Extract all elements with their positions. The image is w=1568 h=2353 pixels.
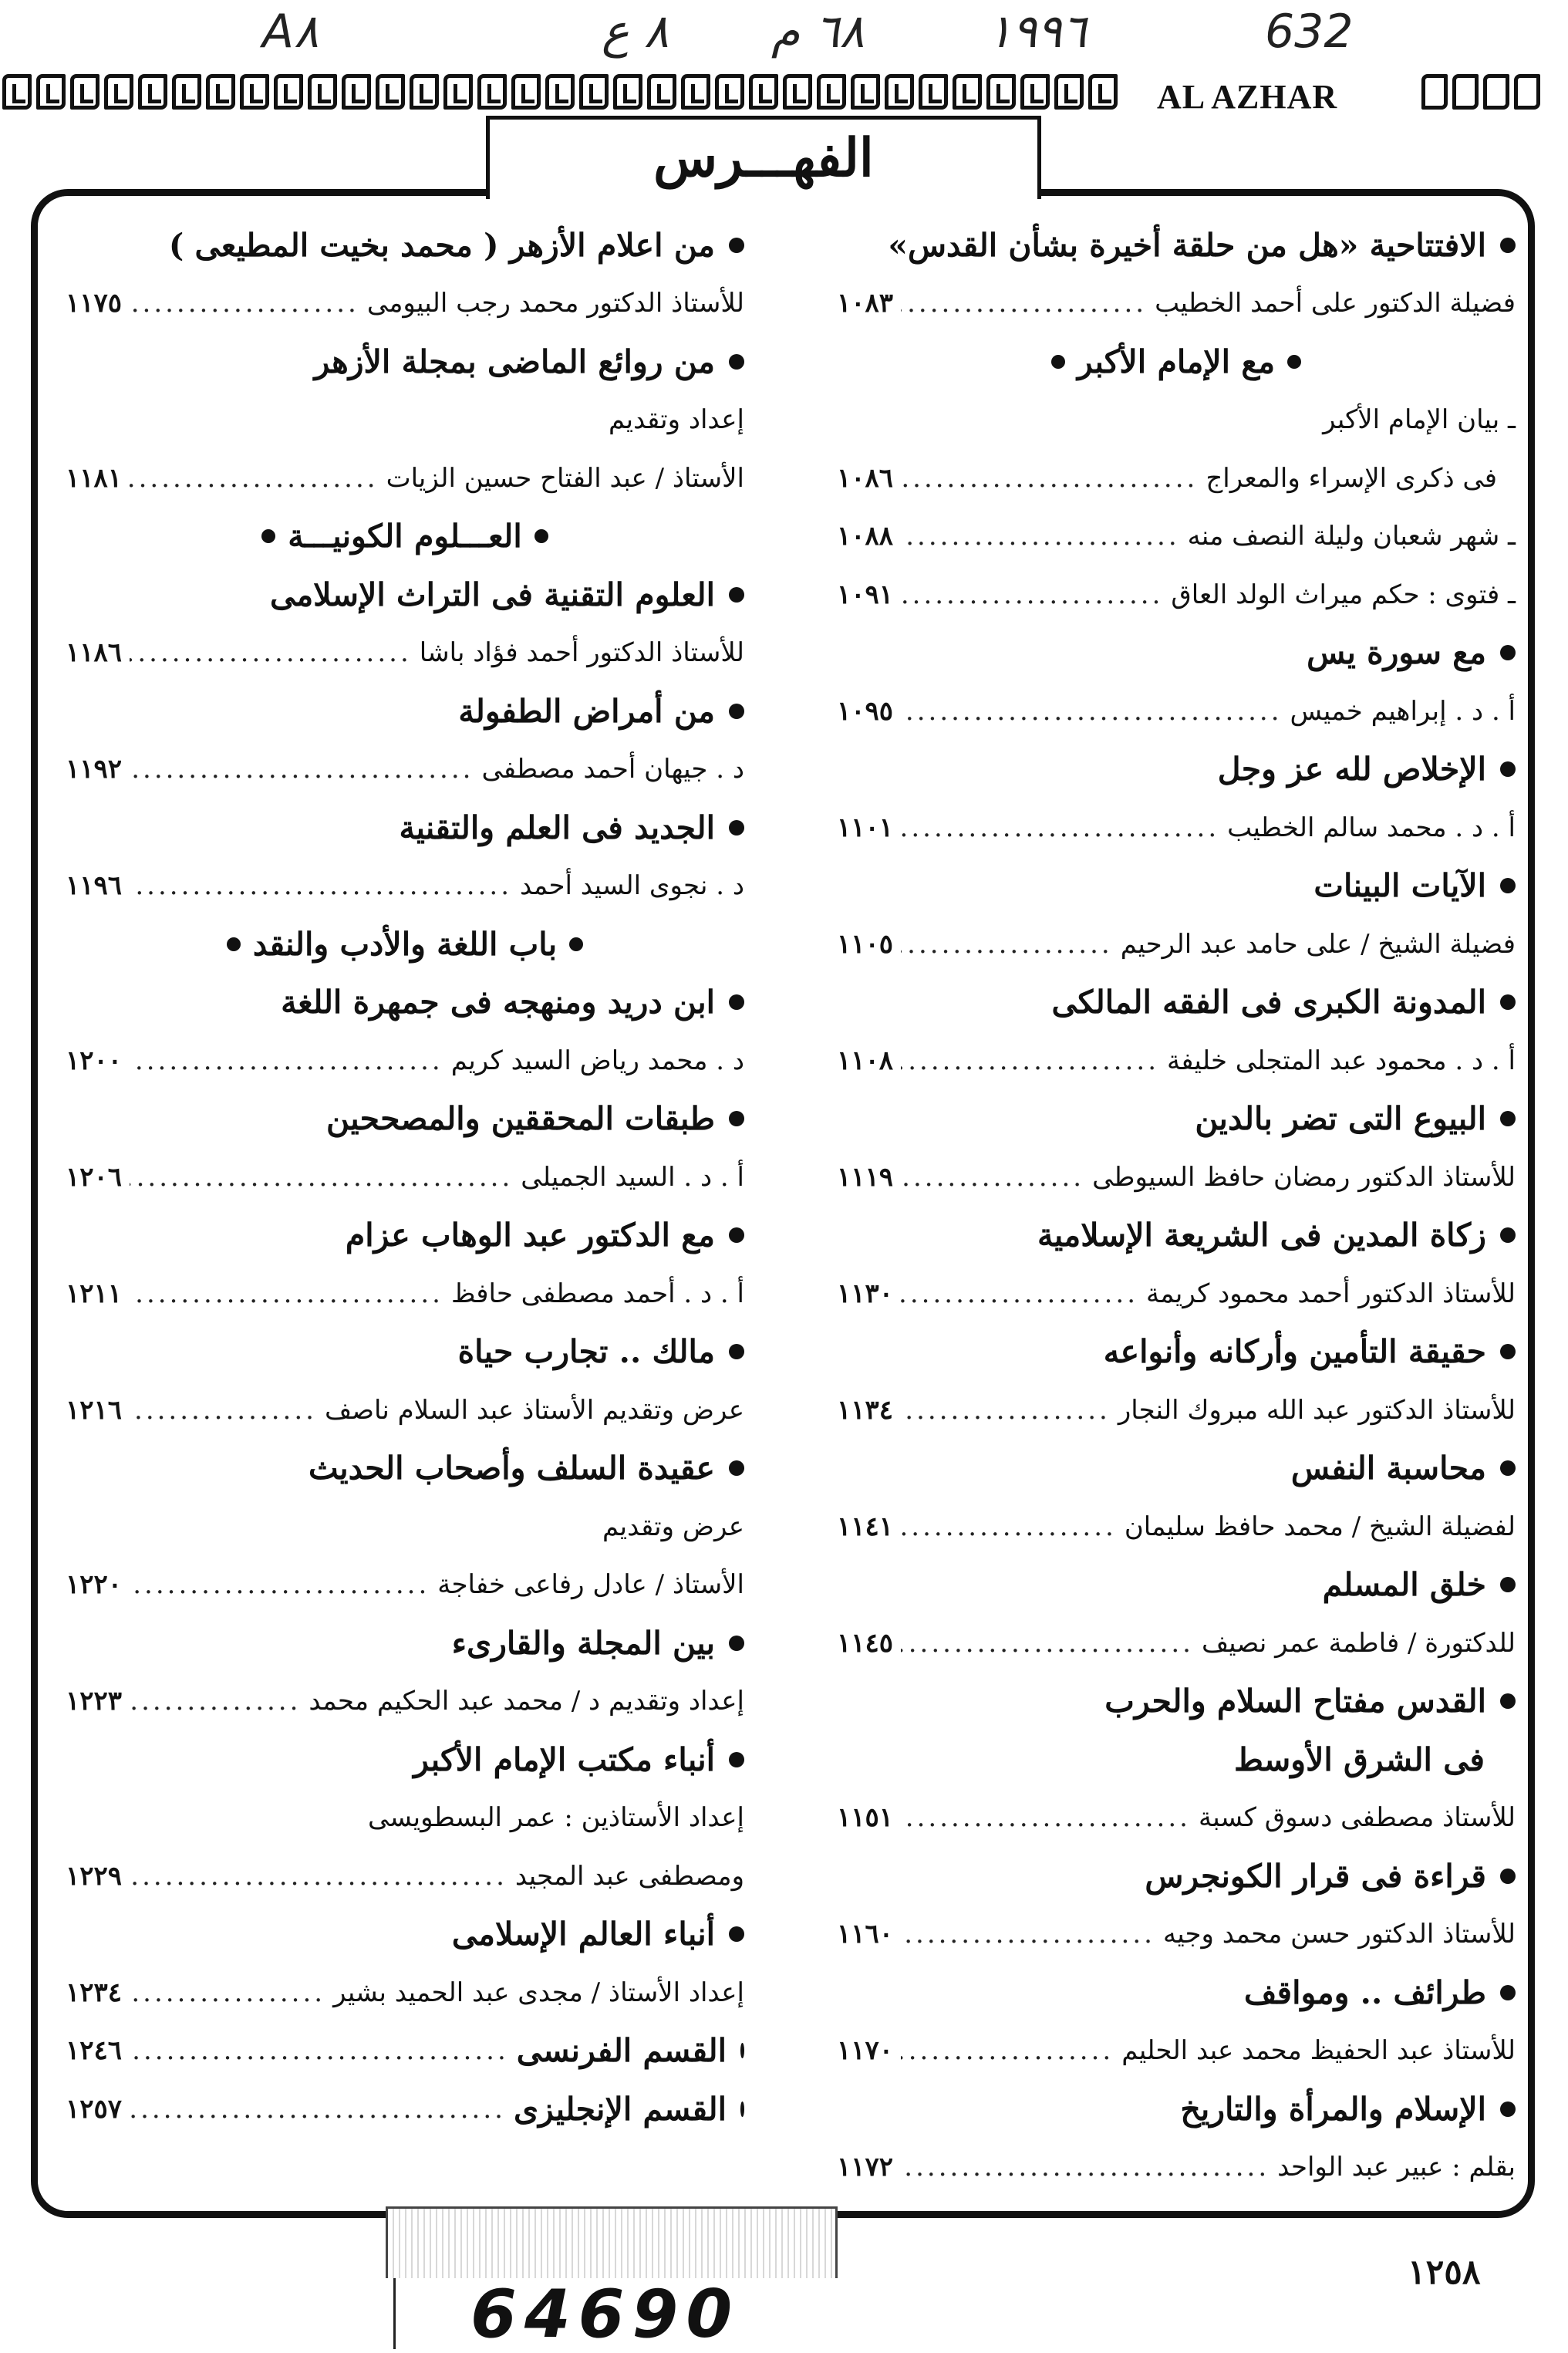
page-ref: ١٠٩٥ — [837, 695, 894, 727]
bullet-icon — [729, 704, 744, 719]
toc-entry-subline — [837, 391, 1516, 450]
toc-entry-title — [837, 1207, 1516, 1265]
ornament-glyph — [172, 74, 201, 110]
toc-entry-title — [66, 974, 744, 1032]
entry-title-text: أنباء مكتب الإمام الأكبر — [413, 1740, 715, 1778]
toc-entry-author — [837, 1031, 1516, 1090]
toc-entry-author — [837, 2139, 1516, 2197]
page-ref: ١٢١١ — [66, 1278, 123, 1309]
toc-entry-author — [66, 741, 744, 799]
subline-text: ـ بيان الإمام الأكبر — [1323, 404, 1516, 436]
toc-entry-author — [837, 565, 1516, 624]
entry-title-text: المدونة الكبرى فى الفقه المالكى — [1051, 984, 1486, 1021]
toc-entry-author — [837, 275, 1516, 333]
toc-entry-title — [837, 216, 1516, 275]
dot-leader — [130, 288, 359, 319]
page-ref: ١١٩٦ — [66, 870, 123, 902]
author-name: أ . د . أحمد مصطفى حافظ — [450, 1278, 744, 1309]
bullet-icon — [1051, 355, 1065, 369]
page-ref: ١١٤٥ — [837, 1627, 894, 1659]
page-ref: ١١٧٠ — [837, 2035, 894, 2067]
author-name: أ . د . محمود عبد المتجلى خليفة — [1167, 1045, 1516, 1076]
dot-leader — [130, 1162, 513, 1193]
toc-section-heading — [837, 333, 1516, 391]
ornament-glyph — [647, 74, 676, 110]
section-heading-text: العـــلوم الكونيـــة — [288, 518, 522, 555]
ornament-glyph — [1088, 74, 1118, 110]
toc-entry-title — [66, 1730, 744, 1789]
section-heading-text: باب اللغة والأدب والنقد — [252, 925, 558, 963]
ornament-glyph — [749, 74, 778, 110]
entry-title-text: حقيقة التأمين وأركانه وأنواعه — [1103, 1333, 1486, 1371]
entry-title-text: من روائع الماضى بمجلة الأزهر — [314, 343, 715, 380]
subline-text: عرض وتقديم — [602, 1511, 744, 1542]
handwritten-note-3: ٦٨ م — [771, 5, 865, 59]
toc-entry-title — [837, 1556, 1516, 1615]
entry-title-text: قراءة فى قرار الكونجرس — [1145, 1857, 1486, 1895]
toc-entry-author — [837, 449, 1516, 508]
toc-entry-author — [66, 1847, 744, 1906]
author-name: للأستاذ الدكتور أحمد فؤاد باشا — [419, 637, 744, 669]
author-name: للأستاذ عبد الحفيظ محمد عبد الحليم — [1121, 2035, 1516, 2067]
author-name: بقلم : عبير عبد الواحد — [1277, 2152, 1516, 2183]
dot-leader — [901, 1802, 1191, 1833]
toc-entry-author — [837, 1906, 1516, 1964]
page-ref: ١١٠٨ — [837, 1045, 894, 1076]
toc-entry-title — [66, 682, 744, 741]
toc-entry-title — [837, 1963, 1516, 2022]
entry-title-text: مالك .. تجارب حياة — [457, 1333, 715, 1371]
dot-leader — [130, 754, 474, 785]
bullet-icon — [729, 994, 744, 1010]
ornament-glyph — [274, 74, 303, 110]
ornament-glyph — [885, 74, 914, 110]
dot-leader — [901, 1045, 1159, 1076]
author-name: ـ فتوى : حكم ميراث الولد العاق — [1171, 579, 1516, 610]
page-number: ١٢٥٨ — [1408, 2253, 1481, 2292]
bullet-icon — [227, 937, 241, 951]
dot-leader — [130, 2094, 506, 2125]
library-stamp — [386, 2206, 838, 2278]
page-ref: ١١٠١ — [837, 812, 894, 843]
author-name: أ . د . إبراهيم خميس — [1290, 695, 1516, 727]
magazine-brand: AL AZHAR — [1157, 78, 1338, 116]
ornament-glyph — [986, 74, 1016, 110]
bullet-icon — [729, 1636, 744, 1651]
ornament-glyph — [511, 74, 541, 110]
page-ref: ١٢٢٠ — [66, 1569, 123, 1601]
author-name: ـ شهر شعبان وليلة النصف منه — [1187, 521, 1516, 552]
dot-leader — [901, 696, 1283, 727]
author-name: فى ذكرى الإسراء والمعراج — [1206, 462, 1497, 494]
toc-section-heading — [66, 508, 744, 566]
bullet-icon — [1500, 645, 1516, 660]
bullet-icon — [729, 1111, 744, 1126]
toc-entry-author — [837, 1148, 1516, 1207]
ornament-glyph — [953, 74, 982, 110]
toc-entry-title — [66, 216, 744, 275]
entry-title-text: البيوع التى تضر بالدين — [1195, 1100, 1486, 1138]
ornament-glyph — [613, 74, 642, 110]
author-name: عرض وتقديم الأستاذ عبد السلام ناصف — [324, 1394, 744, 1426]
ornament-glyph — [342, 74, 371, 110]
ornament-glyph — [681, 74, 710, 110]
ornament-glyph — [783, 74, 812, 110]
dot-leader — [130, 1569, 430, 1600]
toc-entry-author — [66, 857, 744, 916]
toc-entry-title — [66, 1906, 744, 1964]
toc-entry-title — [66, 1440, 744, 1498]
toc-entry-title — [837, 2080, 1516, 2139]
bullet-icon — [534, 529, 548, 543]
dot-leader — [130, 1977, 325, 2008]
dot-leader — [130, 1045, 443, 1076]
author-name: للأستاذ الدكتور رمضان حافظ السيوطى — [1092, 1161, 1516, 1193]
entry-title-text: الجديد فى العلم والتقنية — [399, 809, 715, 846]
bullet-icon — [1500, 1985, 1516, 2000]
toc-entry-title-with-page — [66, 2022, 744, 2081]
page-ref: ١٢٠٠ — [66, 1045, 123, 1076]
page-ref: ١١٤١ — [837, 1511, 894, 1542]
entry-title-text: خلق المسلم — [1322, 1566, 1486, 1604]
page-ref: ١١٣٤ — [837, 1394, 894, 1426]
dot-leader — [901, 929, 1113, 960]
entry-title-text: القسم الفرنسى — [516, 2032, 727, 2070]
dot-leader — [130, 463, 379, 494]
ornament-band — [0, 69, 1134, 116]
ornament-glyph — [817, 74, 846, 110]
page-ref: ١٢١٦ — [66, 1394, 123, 1426]
entry-title-text: مع الدكتور عبد الوهاب عزام — [345, 1217, 715, 1254]
bullet-icon — [729, 1752, 744, 1767]
dot-leader — [901, 1511, 1117, 1542]
author-name: إعداد الأستاذ / مجدى عبد الحميد بشير — [333, 1977, 744, 2008]
ornament-glyph — [410, 74, 439, 110]
toc-entry-author — [837, 1497, 1516, 1556]
dot-leader — [130, 1686, 301, 1717]
ornament-glyph — [1483, 74, 1509, 110]
bullet-icon — [729, 587, 744, 603]
toc-entry-title — [837, 1847, 1516, 1906]
toc-entry-title — [66, 1207, 744, 1265]
page-ref: ١٠٨٦ — [837, 462, 894, 494]
toc-entry-author — [837, 1381, 1516, 1440]
bullet-icon — [569, 937, 583, 951]
author-name: للدكتورة / فاطمة عمر نصيف — [1201, 1627, 1516, 1659]
handwritten-note-5: 632 — [1265, 5, 1354, 59]
bullet-icon — [1500, 1227, 1516, 1243]
page-ref: ١٢٠٦ — [66, 1161, 123, 1193]
toc-entry-author — [66, 1963, 744, 2022]
page-ref: ١٠٨٣ — [837, 288, 894, 319]
ornament-glyph — [240, 74, 269, 110]
dot-leader — [901, 2152, 1270, 2183]
toc-entry-author — [66, 1148, 744, 1207]
entry-title-text: الافتتاحية «هل من حلقة أخيرة بشأن القدس» — [888, 226, 1486, 264]
bullet-icon — [261, 529, 275, 543]
ornament-glyph — [851, 74, 880, 110]
author-name: للأستاذ الدكتور حسن محمد وجيه — [1162, 1919, 1516, 1950]
toc-entry-author — [837, 1789, 1516, 1848]
toc-section-heading — [66, 915, 744, 974]
toc-entry-subline — [66, 391, 744, 450]
toc-entry-author — [66, 1673, 744, 1731]
dot-leader — [130, 1278, 443, 1309]
author-name: د . جيهان أحمد مصطفى — [481, 754, 744, 785]
entry-title-text: القسم الإنجليزى — [513, 2090, 727, 2128]
entry-title-text: أنباء العالم الإسلامى — [451, 1916, 715, 1953]
toc-entry-author — [837, 798, 1516, 857]
dot-leader — [901, 1919, 1155, 1950]
page-ref: ١٢٢٣ — [66, 1686, 123, 1717]
page-ref: ١١٠٥ — [837, 928, 894, 960]
ornament-band-small — [1419, 69, 1550, 116]
author-name: أ . د . محمد سالم الخطيب — [1227, 812, 1516, 843]
toc-entry-author — [837, 2022, 1516, 2081]
toc-entry-title — [837, 974, 1516, 1032]
ornament-glyph — [477, 74, 507, 110]
ornament-glyph — [1054, 74, 1084, 110]
toc-entry-author — [837, 682, 1516, 741]
author-name: الأستاذ / عبد الفتاح حسين الزيات — [386, 462, 744, 494]
bullet-icon — [1500, 1577, 1516, 1592]
entry-title-text: محاسبة النفس — [1290, 1450, 1486, 1487]
toc-entry-author — [66, 1031, 744, 1090]
entry-title-text: الإخلاص لله عز وجل — [1217, 751, 1486, 788]
toc-entry-title — [837, 1673, 1516, 1731]
page-ref: ١٢٥٧ — [66, 2093, 123, 2125]
dot-leader — [901, 1278, 1138, 1309]
bullet-icon — [1500, 1111, 1516, 1126]
toc-entry-title — [837, 624, 1516, 683]
bullet-icon — [729, 1460, 744, 1476]
ornament-glyph — [545, 74, 575, 110]
page-ref: ١١١٩ — [837, 1161, 894, 1193]
dot-leader — [130, 870, 512, 901]
page-ref: ١٠٨٨ — [837, 521, 894, 552]
dot-leader — [901, 1628, 1194, 1659]
dot-leader — [901, 579, 1163, 610]
entry-title-text: طبقات المحققين والمصححين — [326, 1100, 715, 1138]
toc-entry-author — [66, 1264, 744, 1323]
ornament-glyph — [308, 74, 337, 110]
handwritten-note-4: ١٩٩٦ — [987, 5, 1087, 59]
dot-leader — [901, 1395, 1111, 1426]
ornament-glyph — [104, 74, 133, 110]
bullet-icon — [1500, 238, 1516, 253]
toc-entry-author — [837, 508, 1516, 566]
page-ref: ١٢٣٤ — [66, 1977, 123, 2008]
toc-entry-title — [837, 1440, 1516, 1498]
bullet-icon — [1500, 1344, 1516, 1359]
entry-title-text: من أمراض الطفولة — [458, 692, 715, 730]
bullet-icon — [1500, 1869, 1516, 1884]
entry-title-text: بين المجلة والقارىء — [451, 1624, 715, 1662]
bullet-icon — [729, 238, 744, 253]
page-ref: ١١٩٢ — [66, 754, 123, 785]
subline-text: إعداد وتقديم — [609, 404, 744, 436]
bullet-icon — [1500, 761, 1516, 777]
entry-title-text: عقيدة السلف وأصحاب الحديث — [309, 1450, 715, 1487]
ornament-glyph — [1514, 74, 1540, 110]
ornament-glyph — [715, 74, 744, 110]
page-ref: ١١٧٥ — [66, 288, 123, 319]
author-name: فضيلة الدكتور على أحمد الخطيب — [1155, 288, 1516, 319]
ornament-glyph — [2, 74, 32, 110]
dot-leader — [901, 2035, 1114, 2066]
toc-entry-subline — [66, 1789, 744, 1848]
page-ref: ١٠٩١ — [837, 579, 894, 610]
author-name: الأستاذ / عادل رفاعى خفاجة — [437, 1569, 744, 1601]
bullet-icon — [1500, 2101, 1516, 2117]
dot-leader — [901, 1162, 1084, 1193]
bullet-icon — [729, 1926, 744, 1942]
page-ref: ١١٥١ — [837, 1802, 894, 1834]
handwritten-catalog-number: 64690 — [470, 2276, 740, 2353]
bullet-icon — [1500, 994, 1516, 1010]
page-ref: ١٢٤٦ — [66, 2035, 123, 2067]
toc-entry-title-continued — [837, 1730, 1516, 1789]
toc-left-column — [66, 216, 744, 2139]
dot-leader — [130, 2035, 509, 2066]
toc-entry-title — [837, 741, 1516, 799]
toc-entry-author — [837, 1264, 1516, 1323]
author-name: للأستاذ الدكتور أحمد محمود كريمة — [1146, 1278, 1516, 1309]
dot-leader — [901, 812, 1219, 843]
entry-title-text: الإسلام والمرأة والتاريخ — [1180, 2090, 1486, 2128]
page-ref: ١١٦٠ — [837, 1919, 894, 1950]
entry-title-text: طرائف .. ومواقف — [1244, 1973, 1486, 2011]
toc-entry-title — [66, 565, 744, 624]
toc-entry-author — [66, 449, 744, 508]
author-name: ومصطفى عبد المجيد — [514, 1860, 744, 1892]
author-name: للأستاذ الدكتور عبد الله مبروك النجار — [1118, 1394, 1516, 1426]
bullet-icon — [729, 820, 744, 836]
entry-title-text: مع سورة يس — [1307, 634, 1486, 672]
toc-entry-title — [66, 798, 744, 857]
author-name: للأستاذ الدكتور محمد رجب البيومى — [366, 288, 744, 319]
ornament-glyph — [919, 74, 948, 110]
entry-title-text: فى الشرق الأوسط — [1233, 1740, 1485, 1778]
bullet-icon — [1287, 355, 1301, 369]
page-title: الفهـــرس — [653, 127, 874, 189]
dot-leader — [901, 288, 1147, 319]
toc-title-box — [486, 116, 1041, 199]
bullet-icon — [1500, 878, 1516, 893]
ornament-glyph — [376, 74, 405, 110]
toc-entry-title — [66, 333, 744, 391]
entry-title-text: العلوم التقنية فى التراث الإسلامى — [270, 576, 715, 613]
dot-leader — [130, 1395, 317, 1426]
toc-entry-author — [837, 915, 1516, 974]
toc-entry-author — [837, 1614, 1516, 1673]
toc-entry-title — [66, 1614, 744, 1673]
dot-leader — [130, 637, 412, 668]
page-ref: ١١٧٢ — [837, 2152, 894, 2183]
ornament-glyph — [579, 74, 609, 110]
toc-entry-author — [66, 1556, 744, 1615]
handwritten-note-1: A٨ — [262, 5, 319, 59]
bullet-icon — [1500, 1460, 1516, 1476]
toc-entry-subline — [66, 1497, 744, 1556]
toc-entry-title — [837, 1323, 1516, 1382]
page-ref: ١١٣٠ — [837, 1278, 894, 1309]
dot-leader — [901, 521, 1180, 552]
toc-entry-title — [66, 1323, 744, 1382]
bullet-icon — [740, 2043, 744, 2058]
author-name: أ . د . السيد الجميلى — [521, 1161, 744, 1193]
section-heading-text: مع الإمام الأكبر — [1077, 343, 1276, 380]
page-ref: ١١٨١ — [66, 462, 123, 494]
entry-title-text: من اعلام الأزهر ( محمد بخيت المطيعى ) — [168, 226, 715, 264]
bullet-icon — [1500, 1693, 1516, 1709]
dot-leader — [130, 1861, 507, 1892]
ornament-glyph — [206, 74, 235, 110]
ornament-glyph — [36, 74, 66, 110]
dot-leader — [901, 463, 1198, 494]
toc-entry-title — [837, 857, 1516, 916]
entry-title-text: ابن دريد ومنهجه فى جمهرة اللغة — [281, 984, 715, 1021]
bullet-icon — [729, 1344, 744, 1359]
author-name: للأستاذ مصطفى دسوق كسبة — [1198, 1802, 1516, 1834]
author-name: لفضيلة الشيخ / محمد حافظ سليمان — [1124, 1511, 1516, 1542]
bullet-icon — [729, 1227, 744, 1243]
author-name: د . محمد رياض السيد كريم — [450, 1045, 744, 1076]
author-name: إعداد وتقديم د / محمد عبد الحكيم محمد — [309, 1686, 744, 1717]
toc-entry-title-with-page — [66, 2080, 744, 2139]
page-ref: ١١٨٦ — [66, 637, 123, 669]
bullet-icon — [729, 354, 744, 370]
ornament-glyph — [1421, 74, 1448, 110]
ornament-glyph — [138, 74, 167, 110]
toc-entry-title — [837, 1090, 1516, 1149]
entry-title-text: زكاة المدين فى الشريعة الإسلامية — [1037, 1217, 1486, 1254]
page-ref: ١٢٢٩ — [66, 1860, 123, 1892]
bullet-icon — [740, 2101, 744, 2117]
entry-title-text: الآيات البينات — [1313, 867, 1486, 905]
ornament-glyph — [70, 74, 99, 110]
toc-entry-author — [66, 275, 744, 333]
entry-title-text: القدس مفتاح السلام والحرب — [1104, 1683, 1486, 1720]
ornament-glyph — [1452, 74, 1479, 110]
ornament-glyph — [443, 74, 473, 110]
toc-entry-author — [66, 1381, 744, 1440]
subline-text: إعداد الأستاذين : عمر البسطويسى — [368, 1802, 744, 1834]
toc-entry-title — [66, 1090, 744, 1149]
toc-entry-author — [66, 624, 744, 683]
author-name: فضيلة الشيخ / على حامد عبد الرحيم — [1120, 928, 1516, 960]
handwritten-note-2: ٨ ع — [602, 5, 669, 59]
author-name: د . نجوى السيد أحمد — [520, 870, 744, 902]
ornament-glyph — [1020, 74, 1050, 110]
toc-right-column — [837, 216, 1516, 2196]
